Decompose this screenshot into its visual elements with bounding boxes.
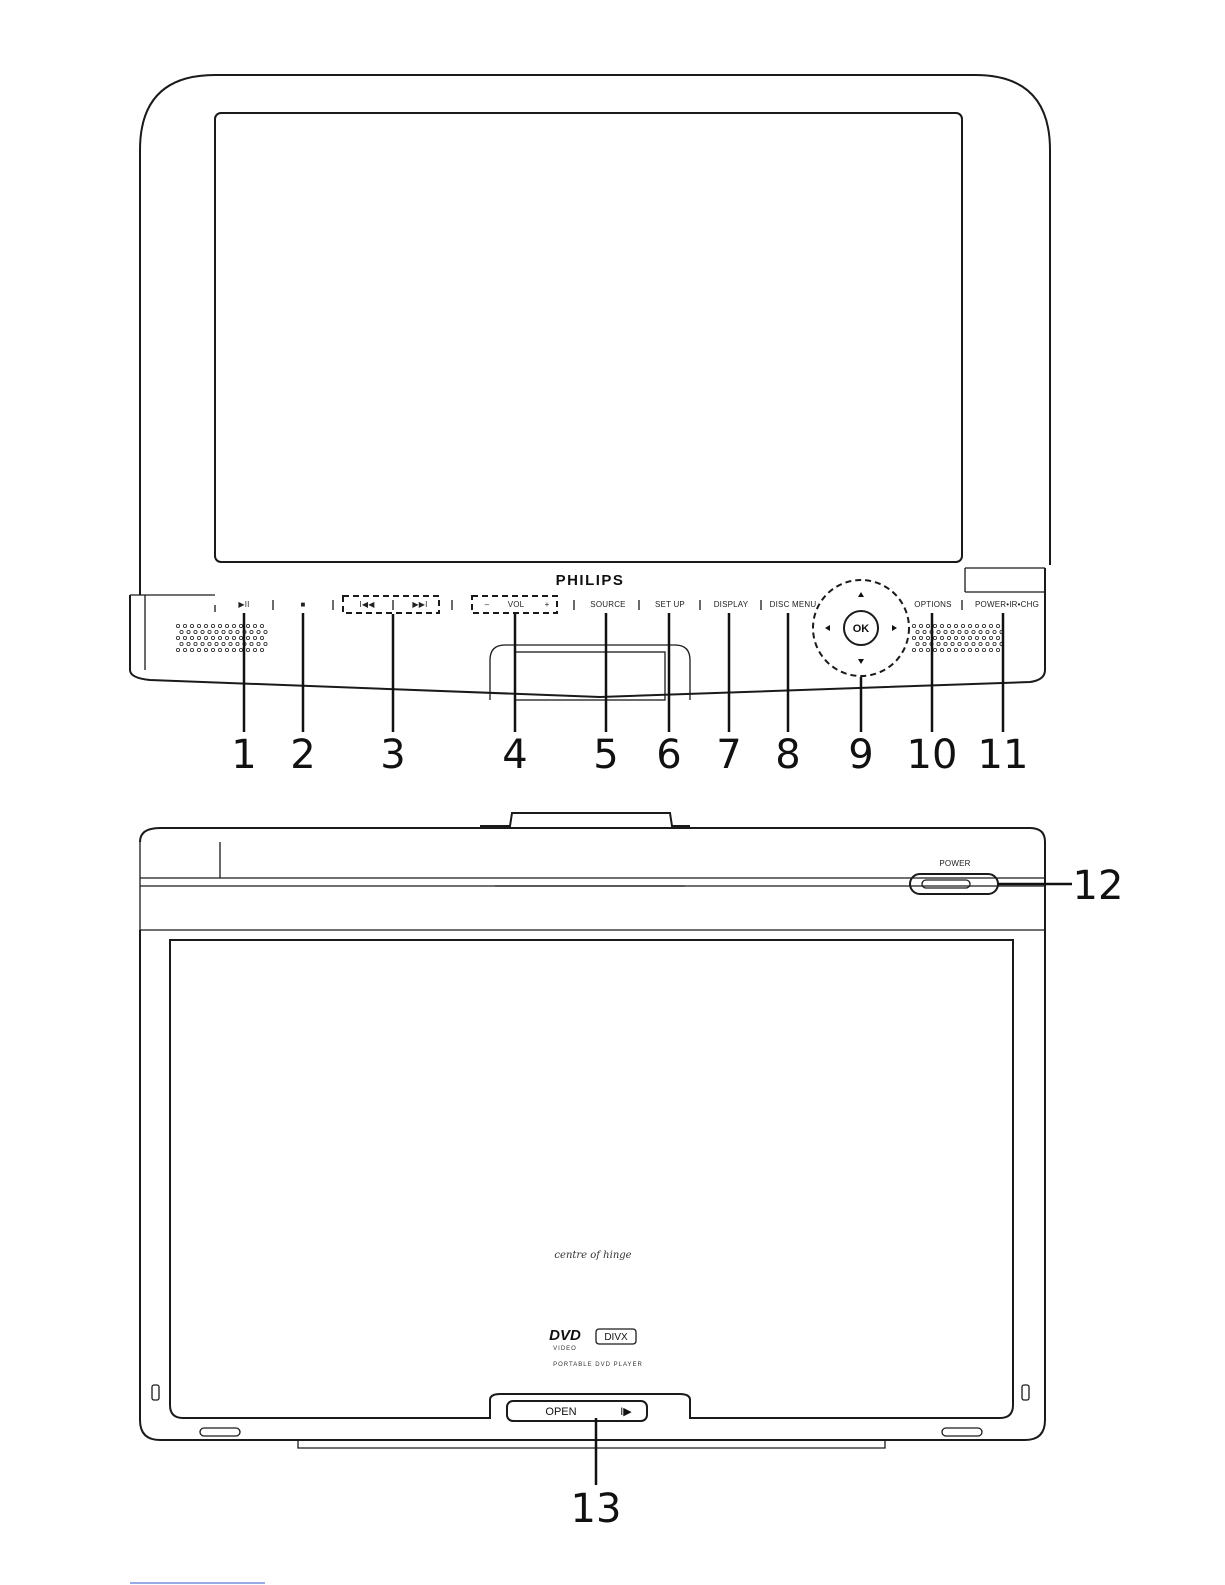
grille-hole	[229, 630, 232, 633]
open-latch-button[interactable]	[507, 1401, 647, 1421]
grille-hole	[257, 642, 260, 645]
grille-hole	[996, 648, 999, 651]
grille-hole	[225, 624, 228, 627]
grille-hole	[246, 636, 249, 639]
grille-hole	[264, 642, 267, 645]
grille-hole	[253, 624, 256, 627]
grille-hole	[989, 636, 992, 639]
grille-hole	[958, 630, 961, 633]
grille-hole	[972, 630, 975, 633]
grille-hole	[933, 624, 936, 627]
stop-button[interactable]: ■	[300, 600, 306, 609]
left-foot	[200, 1428, 240, 1436]
callout-3: 3	[380, 732, 406, 778]
callout-11: 11	[977, 732, 1029, 778]
grille-hole	[979, 642, 982, 645]
grille-hole	[187, 630, 190, 633]
grille-hole	[961, 624, 964, 627]
bottom-rail	[298, 1440, 885, 1448]
grille-hole	[926, 636, 929, 639]
grille-hole	[180, 630, 183, 633]
grille-hole	[253, 636, 256, 639]
grille-hole	[923, 630, 926, 633]
grille-hole	[250, 642, 253, 645]
grille-hole	[183, 624, 186, 627]
grille-hole	[190, 624, 193, 627]
screen	[215, 113, 962, 562]
grille-hole	[965, 630, 968, 633]
grille-hole	[197, 648, 200, 651]
grille-hole	[215, 642, 218, 645]
grille-hole	[236, 642, 239, 645]
options-button[interactable]: OPTIONS	[914, 600, 952, 609]
callout-5: 5	[593, 732, 619, 778]
svg-text:DIVX: DIVX	[604, 1332, 628, 1343]
callout-7: 7	[716, 732, 742, 778]
grille-hole	[229, 642, 232, 645]
grille-hole	[187, 642, 190, 645]
callout-8: 8	[775, 732, 801, 778]
grille-hole	[951, 642, 954, 645]
grille-hole	[260, 636, 263, 639]
grille-hole	[239, 624, 242, 627]
grille-hole	[176, 624, 179, 627]
grille-hole	[176, 636, 179, 639]
callout-6: 6	[656, 732, 682, 778]
grille-hole	[933, 636, 936, 639]
lid-inner	[170, 940, 1013, 1418]
grille-hole	[225, 636, 228, 639]
grille-hole	[996, 624, 999, 627]
callout-1: 1	[231, 732, 257, 778]
svg-text:VIDEO: VIDEO	[553, 1346, 577, 1352]
ok-button[interactable]: OK	[852, 623, 870, 635]
grille-hole	[919, 636, 922, 639]
right-speaker-grille	[912, 624, 1003, 651]
volume-up-button[interactable]: +	[544, 600, 550, 609]
right-arrow-icon[interactable]	[892, 625, 897, 631]
grille-hole	[996, 636, 999, 639]
down-arrow-icon[interactable]	[858, 659, 864, 664]
grille-hole	[222, 642, 225, 645]
callout-4: 4	[502, 732, 528, 778]
hinge-label: centre of hinge	[554, 1250, 632, 1261]
grille-hole	[961, 636, 964, 639]
dvd-video-logo	[549, 1327, 581, 1352]
grille-hole	[989, 648, 992, 651]
grille-hole	[937, 642, 940, 645]
grille-hole	[916, 642, 919, 645]
grille-hole	[954, 624, 957, 627]
grille-hole	[194, 642, 197, 645]
grille-hole	[218, 648, 221, 651]
grille-hole	[951, 630, 954, 633]
grille-hole	[940, 624, 943, 627]
left-latch	[152, 1385, 159, 1400]
grille-hole	[982, 624, 985, 627]
previous-button[interactable]: I◀◀	[359, 600, 375, 609]
grille-hole	[947, 624, 950, 627]
open-icon: I▶	[620, 1406, 632, 1418]
grille-hole	[993, 642, 996, 645]
grille-hole	[923, 642, 926, 645]
grille-hole	[986, 642, 989, 645]
disc-menu-button[interactable]: DISC MENU	[769, 600, 817, 609]
svg-text:DVD: DVD	[549, 1327, 581, 1344]
grille-hole	[975, 624, 978, 627]
grille-hole	[225, 648, 228, 651]
grille-hole	[975, 648, 978, 651]
grille-hole	[190, 648, 193, 651]
top-edge	[140, 828, 1045, 930]
grille-hole	[972, 642, 975, 645]
grille-hole	[982, 636, 985, 639]
grille-hole	[937, 630, 940, 633]
grille-hole	[947, 636, 950, 639]
grille-hole	[260, 624, 263, 627]
grille-hole	[968, 648, 971, 651]
grille-hole	[919, 648, 922, 651]
grille-hole	[944, 630, 947, 633]
grille-hole	[947, 648, 950, 651]
grille-hole	[919, 624, 922, 627]
grille-hole	[940, 648, 943, 651]
grille-hole	[250, 630, 253, 633]
callout-9: 9	[848, 732, 874, 778]
callout-10: 10	[906, 732, 958, 778]
grille-hole	[232, 624, 235, 627]
lid-frame	[140, 75, 1050, 595]
callout-numbers-top	[231, 732, 1028, 778]
grille-hole	[183, 648, 186, 651]
left-arrow-icon[interactable]	[825, 625, 830, 631]
grille-hole	[993, 630, 996, 633]
up-arrow-icon[interactable]	[858, 592, 864, 597]
grille-hole	[218, 636, 221, 639]
navigation-pad[interactable]	[813, 580, 909, 676]
grille-hole	[218, 624, 221, 627]
player-closed-view	[140, 813, 1123, 1532]
volume-down-button[interactable]: –	[484, 600, 490, 609]
grille-hole	[232, 636, 235, 639]
display-button[interactable]: DISPLAY	[713, 600, 749, 609]
grille-hole	[954, 636, 957, 639]
grille-hole	[197, 624, 200, 627]
grille-hole	[986, 630, 989, 633]
power-switch[interactable]	[910, 859, 998, 894]
grille-hole	[975, 636, 978, 639]
callout-2: 2	[290, 732, 316, 778]
grille-hole	[954, 648, 957, 651]
grille-hole	[933, 648, 936, 651]
grille-hole	[264, 630, 267, 633]
grille-hole	[208, 630, 211, 633]
left-speaker-grille	[176, 624, 267, 651]
grille-hole	[232, 648, 235, 651]
grille-hole	[211, 636, 214, 639]
right-latch	[1022, 1385, 1029, 1400]
volume-label: VOL	[507, 600, 525, 609]
grille-hole	[190, 636, 193, 639]
right-foot	[942, 1428, 982, 1436]
grille-hole	[940, 636, 943, 639]
next-button[interactable]: ▶▶I	[412, 600, 428, 609]
grille-hole	[201, 642, 204, 645]
grille-hole	[204, 624, 207, 627]
grille-hole	[204, 648, 207, 651]
control-strip	[215, 580, 1039, 676]
grille-hole	[208, 642, 211, 645]
grille-hole	[961, 648, 964, 651]
grille-hole	[211, 624, 214, 627]
source-button[interactable]: SOURCE	[590, 600, 626, 609]
grille-hole	[926, 624, 929, 627]
callout-13: 13	[570, 1486, 622, 1532]
grille-hole	[253, 648, 256, 651]
brand-logo: PHILIPS	[555, 572, 625, 589]
grille-hole	[916, 630, 919, 633]
grille-hole	[968, 636, 971, 639]
open-label: OPEN	[545, 1406, 577, 1418]
grille-hole	[912, 624, 915, 627]
power-ir-chg-label: POWER•IR•CHG	[974, 600, 1040, 609]
grille-hole	[246, 648, 249, 651]
play-pause-button[interactable]: ▶II	[238, 600, 250, 609]
divx-logo	[596, 1329, 636, 1344]
grille-hole	[912, 648, 915, 651]
grille-hole	[222, 630, 225, 633]
grille-hole	[958, 642, 961, 645]
grille-hole	[979, 630, 982, 633]
grille-hole	[183, 636, 186, 639]
grille-hole	[257, 630, 260, 633]
portable-dvd-caption: PORTABLE DVD PLAYER	[553, 1362, 643, 1368]
grille-hole	[912, 636, 915, 639]
callout-12: 12	[1072, 863, 1124, 909]
grille-hole	[211, 648, 214, 651]
grille-hole	[926, 648, 929, 651]
grille-hole	[239, 648, 242, 651]
grille-hole	[201, 630, 204, 633]
grille-hole	[194, 630, 197, 633]
grille-hole	[197, 636, 200, 639]
player-front-view	[130, 75, 1050, 778]
hinge-bump	[480, 813, 690, 826]
grille-hole	[236, 630, 239, 633]
grille-hole	[965, 642, 968, 645]
grille-hole	[989, 624, 992, 627]
setup-button[interactable]: SET UP	[655, 600, 685, 609]
grille-hole	[246, 624, 249, 627]
grille-hole	[176, 648, 179, 651]
grille-hole	[968, 624, 971, 627]
grille-hole	[204, 636, 207, 639]
callout-lines-top	[244, 613, 1003, 732]
grille-hole	[215, 630, 218, 633]
grille-hole	[982, 648, 985, 651]
grille-hole	[260, 648, 263, 651]
disc-window	[490, 645, 690, 700]
grille-hole	[239, 636, 242, 639]
grille-hole	[944, 642, 947, 645]
grille-hole	[180, 642, 183, 645]
power-label: POWER	[939, 859, 971, 868]
